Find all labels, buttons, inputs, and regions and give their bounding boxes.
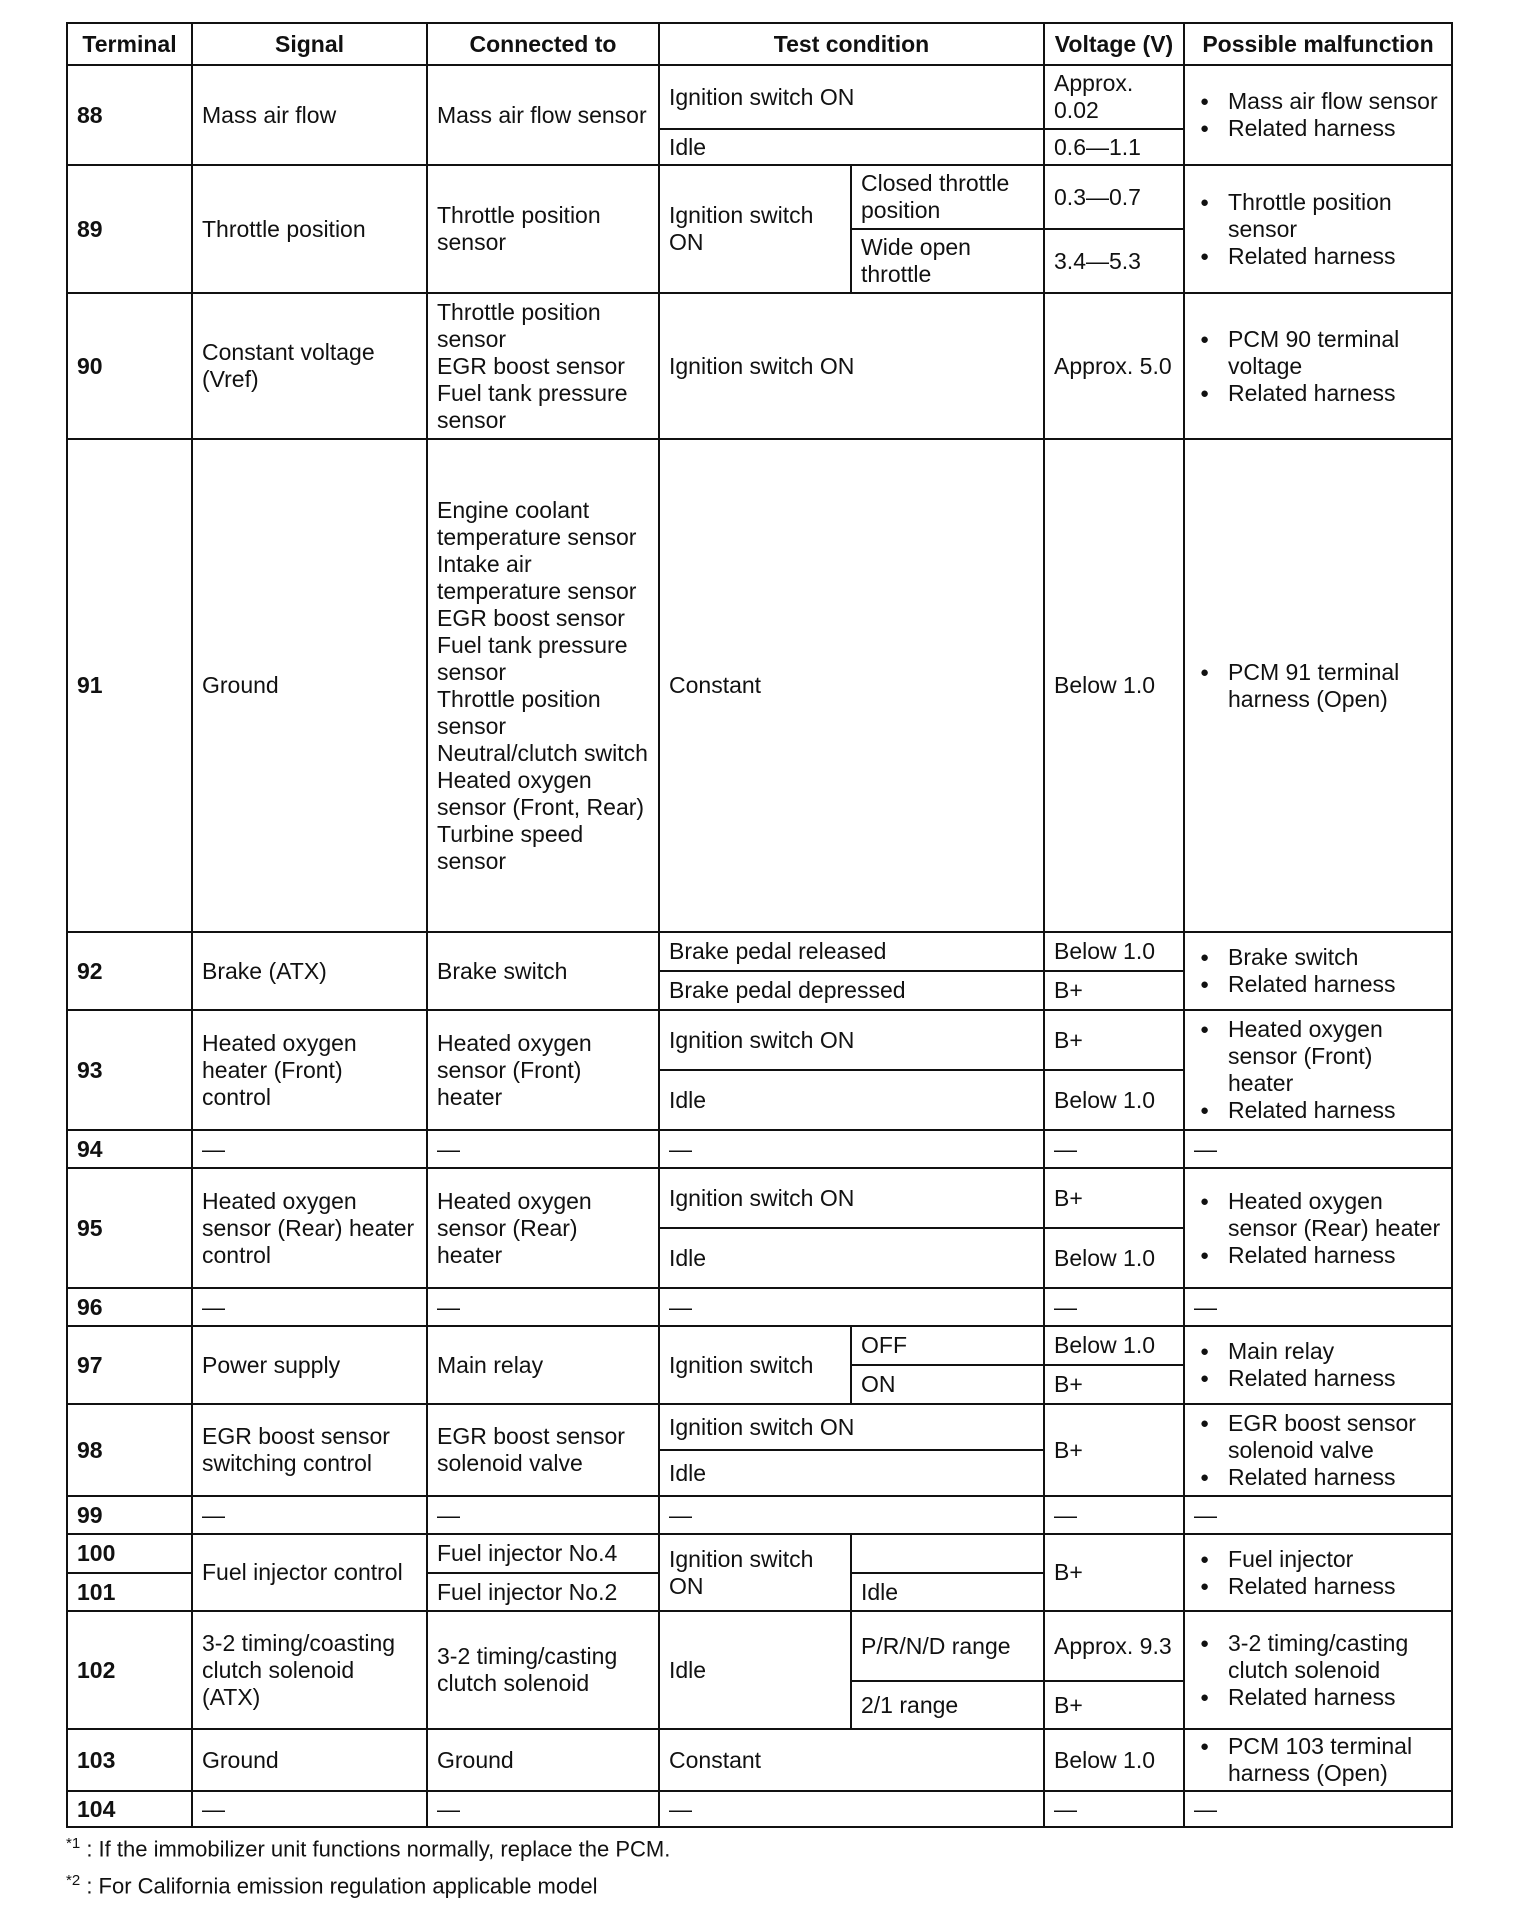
connected-item: EGR boost sensor (437, 352, 625, 379)
empty-cell: — (427, 1288, 659, 1326)
footnote-text: : If the immobilizer unit functions normally, replace the PCM. (86, 1836, 671, 1862)
empty-cell: — (192, 1288, 427, 1326)
empty-cell: — (427, 1130, 659, 1168)
connected-cell: Fuel injector No.2 (427, 1573, 659, 1611)
header-voltage: Voltage (V) (1044, 23, 1184, 65)
table-row (67, 1791, 1452, 1827)
connected-item: Throttle position sensor (437, 685, 601, 739)
footnote-mark: *1 (66, 1835, 81, 1852)
connected-item: Throttle position sensor (437, 298, 601, 352)
table-row (67, 1326, 1452, 1365)
header-test-condition: Test condition (659, 23, 1044, 65)
condition-cell: Constant (659, 1729, 1044, 1791)
terminal-number: 102 (67, 1611, 192, 1729)
malfunction-item: ● 3-2 timing/casting clutch solenoid (1194, 1630, 1442, 1684)
connected-cell: 3-2 timing/casting clutch solenoid (427, 1611, 659, 1729)
malfunction-item: ● Related harness (1194, 1464, 1442, 1491)
voltage-cell: B+ (1044, 1404, 1184, 1496)
signal-cell: Power supply (192, 1326, 427, 1404)
terminal-number: 104 (67, 1791, 192, 1827)
connected-item: Intake air temperature sensor (437, 550, 637, 604)
terminal-number: 99 (67, 1496, 192, 1534)
voltage-cell: Below 1.0 (1044, 439, 1184, 932)
malfunction-item: ● Related harness (1194, 243, 1442, 270)
voltage-cell: 3.4—5.3 (1044, 229, 1184, 293)
voltage-cell: B+ (1044, 1010, 1184, 1070)
sub-condition-cell: OFF (851, 1326, 1044, 1365)
malfunction-cell (1184, 65, 1452, 165)
malfunction-item: ● PCM 90 terminal voltage (1194, 326, 1442, 380)
connected-item: Turbine speed sensor (437, 820, 584, 874)
connected-item: Fuel tank pressure sensor (437, 379, 628, 433)
malfunction-item: ● Related harness (1194, 1242, 1442, 1269)
table-row (67, 1611, 1452, 1681)
connected-cell (427, 293, 659, 439)
signal-cell: EGR boost sensor switching control (192, 1404, 427, 1496)
sub-condition-cell: ON (851, 1365, 1044, 1404)
malfunction-item: ● Heated oxygen sensor (Front) heater (1194, 1016, 1442, 1097)
header-terminal: Terminal (67, 23, 192, 65)
terminal-number: 96 (67, 1288, 192, 1326)
condition-cell: Ignition switch ON (659, 1010, 1044, 1070)
empty-cell: — (659, 1496, 1044, 1534)
table-row (67, 65, 1452, 129)
malfunction-cell (1184, 1611, 1452, 1729)
condition-cell: Constant (659, 439, 1044, 932)
table-row (67, 165, 1452, 229)
signal-cell: Fuel injector control (192, 1534, 427, 1611)
terminal-number: 103 (67, 1729, 192, 1791)
footnote-1 (66, 1828, 670, 1865)
malfunction-cell (1184, 932, 1452, 1010)
empty-cell: — (1044, 1288, 1184, 1326)
empty-cell: — (659, 1130, 1044, 1168)
malfunction-item: ● Related harness (1194, 1573, 1442, 1600)
empty-cell: — (1184, 1791, 1452, 1827)
voltage-cell: 0.3—0.7 (1044, 165, 1184, 229)
footnote-2 (66, 1865, 670, 1902)
signal-cell: Ground (192, 1729, 427, 1791)
empty-cell: — (427, 1791, 659, 1827)
terminal-number: 93 (67, 1010, 192, 1130)
footnote-mark: *2 (66, 1872, 81, 1890)
empty-cell: — (659, 1791, 1044, 1827)
empty-cell: — (1044, 1130, 1184, 1168)
malfunction-item: ● Related harness (1194, 380, 1442, 407)
empty-cell: — (1044, 1496, 1184, 1534)
condition-cell: Ignition switch ON (659, 1404, 1044, 1450)
condition-cell: Ignition switch ON (659, 65, 1044, 129)
pcm-terminal-table (66, 22, 1453, 1828)
condition-cell: Ignition switch ON (659, 1168, 1044, 1228)
table-row (67, 1130, 1452, 1168)
connected-cell: Main relay (427, 1326, 659, 1404)
table-row (67, 1496, 1452, 1534)
voltage-cell: 0.6—1.1 (1044, 129, 1184, 165)
header-connected-to: Connected to (427, 23, 659, 65)
malfunction-item: ● Mass air flow sensor (1194, 88, 1442, 115)
connected-cell: Throttle position sensor (427, 165, 659, 293)
voltage-cell: B+ (1044, 1365, 1184, 1404)
condition-cell: Ignition switch ON (659, 1534, 851, 1611)
empty-cell: — (1044, 1791, 1184, 1827)
empty-cell: — (659, 1288, 1044, 1326)
connected-item: Neutral/clutch switch (437, 739, 648, 766)
malfunction-cell (1184, 1404, 1452, 1496)
connected-cell: Fuel injector No.4 (427, 1534, 659, 1573)
voltage-cell: Below 1.0 (1044, 1070, 1184, 1130)
terminal-number: 100 (67, 1534, 192, 1573)
signal-cell: Ground (192, 439, 427, 932)
malfunction-cell (1184, 1168, 1452, 1288)
connected-item: EGR boost sensor (437, 604, 625, 631)
connected-cell: Heated oxygen sensor (Rear) heater (427, 1168, 659, 1288)
condition-cell: Idle (659, 1070, 1044, 1130)
table-row (67, 1404, 1452, 1450)
signal-cell: Heated oxygen heater (Front) control (192, 1010, 427, 1130)
sub-condition-cell: 2/1 range (851, 1681, 1044, 1729)
terminal-table-sheet (66, 22, 1451, 1828)
terminal-number: 88 (67, 65, 192, 165)
connected-item: Engine coolant temperature sensor (437, 496, 637, 550)
condition-cell: Idle (659, 1450, 1044, 1496)
terminal-number: 89 (67, 165, 192, 293)
empty-cell: — (192, 1130, 427, 1168)
connected-cell (427, 439, 659, 932)
malfunction-item: ● Fuel injector (1194, 1546, 1442, 1573)
voltage-cell: Below 1.0 (1044, 932, 1184, 971)
header-malfunction: Possible malfunction (1184, 23, 1452, 65)
malfunction-cell (1184, 165, 1452, 293)
malfunction-cell (1184, 1326, 1452, 1404)
voltage-cell: Approx. 5.0 (1044, 293, 1184, 439)
table-row (67, 1729, 1452, 1791)
terminal-number: 101 (67, 1573, 192, 1611)
signal-cell: Mass air flow (192, 65, 427, 165)
condition-cell: Ignition switch ON (659, 165, 851, 293)
sub-condition-cell: Closed throttle position (851, 165, 1044, 229)
terminal-number: 90 (67, 293, 192, 439)
voltage-cell: Approx. 9.3 (1044, 1611, 1184, 1681)
table-row (67, 1288, 1452, 1326)
condition-cell: Idle (659, 1228, 1044, 1288)
sub-condition-cell: Wide open throttle (851, 229, 1044, 293)
voltage-cell: B+ (1044, 1681, 1184, 1729)
malfunction-item: ● PCM 103 terminal harness (Open) (1194, 1733, 1442, 1787)
condition-cell: Brake pedal depressed (659, 971, 1044, 1010)
malfunction-item: ● Heated oxygen sensor (Rear) heater (1194, 1188, 1442, 1242)
footnote-text: : For California emission regulation applicable model (86, 1873, 598, 1899)
table-row (67, 439, 1452, 932)
terminal-number: 94 (67, 1130, 192, 1168)
condition-cell: Brake pedal released (659, 932, 1044, 971)
malfunction-cell (1184, 1534, 1452, 1611)
signal-cell: 3-2 timing/coasting clutch solenoid (ATX) (192, 1611, 427, 1729)
sub-condition-cell: Idle (851, 1573, 1044, 1611)
table-row (67, 932, 1452, 971)
empty-cell: — (192, 1791, 427, 1827)
malfunction-item: ● Related harness (1194, 115, 1442, 142)
connected-item: Fuel tank pressure sensor (437, 631, 628, 685)
table-row (67, 1010, 1452, 1070)
voltage-cell: Below 1.0 (1044, 1729, 1184, 1791)
signal-cell: Heated oxygen sensor (Rear) heater control (192, 1168, 427, 1288)
voltage-cell: Below 1.0 (1044, 1326, 1184, 1365)
voltage-cell: Approx. 0.02 (1044, 65, 1184, 129)
table-row (67, 1534, 1452, 1573)
voltage-cell: Below 1.0 (1044, 1228, 1184, 1288)
signal-cell: Throttle position (192, 165, 427, 293)
sub-condition-cell (851, 1534, 1044, 1573)
malfunction-cell (1184, 293, 1452, 439)
malfunction-item: ● Related harness (1194, 971, 1442, 998)
voltage-cell: B+ (1044, 1534, 1184, 1611)
empty-cell: — (1184, 1496, 1452, 1534)
malfunction-cell (1184, 1729, 1452, 1791)
signal-cell: Brake (ATX) (192, 932, 427, 1010)
header-row (67, 23, 1452, 65)
malfunction-item: ● PCM 91 terminal harness (Open) (1194, 659, 1442, 713)
connected-cell: Mass air flow sensor (427, 65, 659, 165)
malfunction-cell (1184, 439, 1452, 932)
malfunction-item: ● Related harness (1194, 1365, 1442, 1392)
empty-cell: — (192, 1496, 427, 1534)
empty-cell: — (427, 1496, 659, 1534)
condition-cell: Ignition switch (659, 1326, 851, 1404)
connected-cell: Brake switch (427, 932, 659, 1010)
table-row (67, 293, 1452, 439)
terminal-number: 97 (67, 1326, 192, 1404)
malfunction-item: ● Related harness (1194, 1684, 1442, 1711)
connected-cell: EGR boost sensor solenoid valve (427, 1404, 659, 1496)
connected-item: Heated oxygen sensor (Front, Rear) (437, 766, 645, 820)
condition-cell: Idle (659, 1611, 851, 1729)
header-signal: Signal (192, 23, 427, 65)
sub-condition-cell: P/R/N/D range (851, 1611, 1044, 1681)
empty-cell: — (1184, 1288, 1452, 1326)
voltage-cell: B+ (1044, 971, 1184, 1010)
condition-cell: Ignition switch ON (659, 293, 1044, 439)
malfunction-item: ● EGR boost sensor solenoid valve (1194, 1410, 1442, 1464)
terminal-number: 92 (67, 932, 192, 1010)
footnotes (66, 1828, 670, 1903)
connected-cell: Heated oxygen sensor (Front) heater (427, 1010, 659, 1130)
connected-cell: Ground (427, 1729, 659, 1791)
condition-cell: Idle (659, 129, 1044, 165)
terminal-number: 98 (67, 1404, 192, 1496)
empty-cell: — (1184, 1130, 1452, 1168)
table-row (67, 1168, 1452, 1228)
terminal-number: 91 (67, 439, 192, 932)
malfunction-item: ● Brake switch (1194, 944, 1442, 971)
terminal-number: 95 (67, 1168, 192, 1288)
malfunction-item: ● Main relay (1194, 1338, 1442, 1365)
malfunction-item: ● Throttle position sensor (1194, 189, 1442, 243)
signal-cell: Constant voltage (Vref) (192, 293, 427, 439)
voltage-cell: B+ (1044, 1168, 1184, 1228)
malfunction-item: ● Related harness (1194, 1097, 1442, 1124)
malfunction-cell (1184, 1010, 1452, 1130)
